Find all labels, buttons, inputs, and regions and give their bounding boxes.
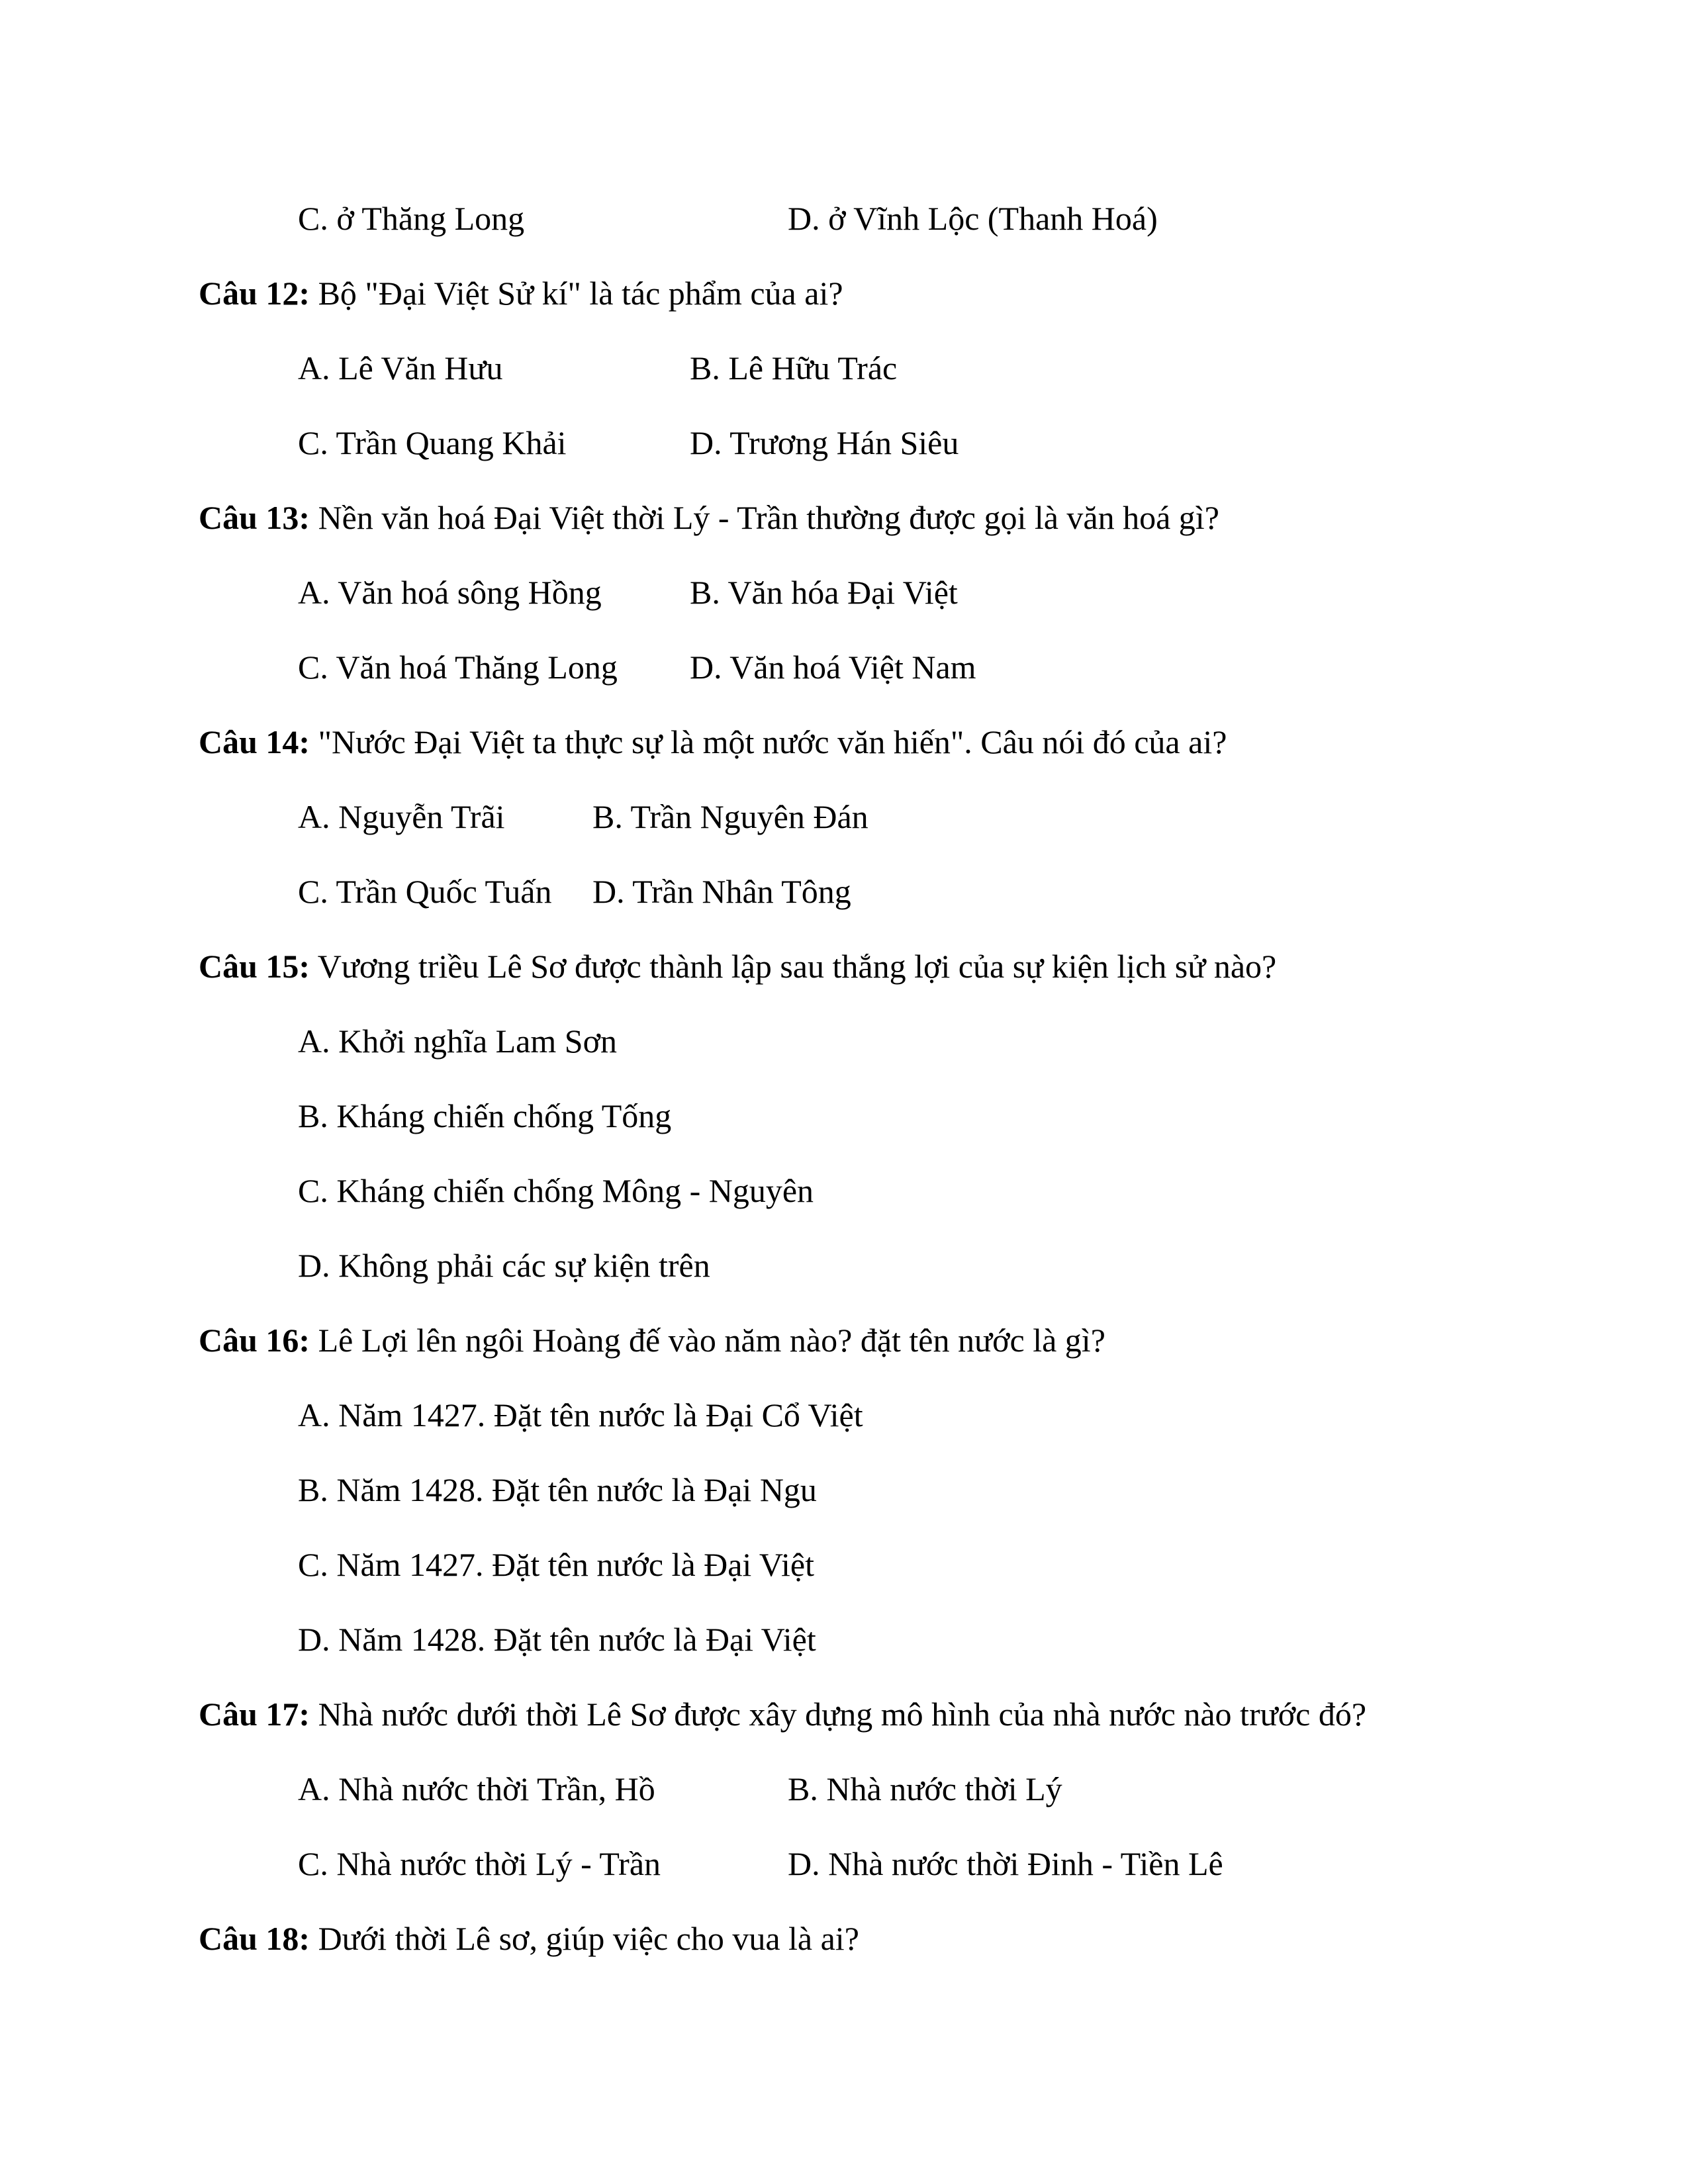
question-text: Bộ "Đại Việt Sử kí" là tác phẩm của ai? (318, 275, 843, 312)
option-d: D. Không phải các sự kiện trên (298, 1247, 710, 1284)
option-b: B. Năm 1428. Đặt tên nước là Đại Ngu (298, 1471, 817, 1508)
option-c: C. Trần Quang Khải (298, 424, 567, 461)
option-d: D. Nhà nước thời Đinh - Tiền Lê (788, 1845, 1223, 1882)
question-text: Dưới thời Lê sơ, giúp việc cho vua là ai? (318, 1920, 859, 1957)
option-b: B. Trần Nguyên Đán (592, 798, 868, 835)
question-12 (199, 273, 843, 313)
option-b: B. Văn hóa Đại Việt (690, 574, 958, 611)
question-14 (199, 722, 1227, 762)
question-label: Câu 13: (199, 499, 310, 536)
option-a: A. Khởi nghĩa Lam Sơn (298, 1023, 618, 1060)
question-label: Câu 12: (199, 275, 310, 312)
option-a: A. Nguyễn Trãi (298, 798, 505, 835)
option-d: D. ở Vĩnh Lộc (Thanh Hoá) (788, 200, 1158, 237)
option-b: B. Kháng chiến chống Tống (298, 1097, 672, 1134)
option-a: A. Năm 1427. Đặt tên nước là Đại Cổ Việt (298, 1396, 863, 1433)
option-c: C. Văn hoá Thăng Long (298, 649, 618, 686)
question-text: Nhà nước dưới thời Lê Sơ được xây dựng mô hình của nhà nước nào trước đó? (318, 1696, 1367, 1733)
question-16 (199, 1320, 1105, 1360)
option-b: B. Lê Hữu Trác (690, 349, 898, 387)
option-c: C. ở Thăng Long (298, 200, 525, 237)
question-text: Nền văn hoá Đại Việt thời Lý - Trần thường được gọi là văn hoá gì? (318, 499, 1219, 536)
question-text: Lê Lợi lên ngôi Hoàng đế vào năm nào? đặt tên nước là gì? (318, 1322, 1105, 1359)
option-b: B. Nhà nước thời Lý (788, 1770, 1062, 1807)
question-label: Câu 14: (199, 723, 310, 760)
option-c: C. Trần Quốc Tuấn (298, 873, 552, 910)
option-d: D. Trương Hán Siêu (690, 424, 959, 461)
option-c: C. Nhà nước thời Lý - Trần (298, 1845, 661, 1882)
option-a: A. Lê Văn Hưu (298, 349, 503, 387)
option-c: C. Kháng chiến chống Mông - Nguyên (298, 1172, 814, 1209)
question-18 (199, 1919, 859, 1958)
option-a: A. Văn hoá sông Hồng (298, 574, 602, 611)
question-17 (199, 1694, 1366, 1734)
question-15 (199, 946, 1276, 986)
question-text: Vương triều Lê Sơ được thành lập sau thắng lợi của sự kiện lịch sử nào? (317, 948, 1277, 985)
option-d: D. Trần Nhân Tông (592, 873, 851, 910)
question-text: "Nước Đại Việt ta thực sự là một nước văn hiến". Câu nói đó của ai? (318, 723, 1227, 760)
question-label: Câu 15: (199, 948, 310, 985)
option-d: D. Văn hoá Việt Nam (690, 649, 976, 686)
question-label: Câu 17: (199, 1696, 310, 1733)
option-d: D. Năm 1428. Đặt tên nước là Đại Việt (298, 1621, 816, 1658)
option-c: C. Năm 1427. Đặt tên nước là Đại Việt (298, 1546, 815, 1583)
question-label: Câu 18: (199, 1920, 310, 1957)
question-13 (199, 498, 1219, 537)
option-a: A. Nhà nước thời Trần, Hồ (298, 1770, 655, 1807)
question-label: Câu 16: (199, 1322, 310, 1359)
